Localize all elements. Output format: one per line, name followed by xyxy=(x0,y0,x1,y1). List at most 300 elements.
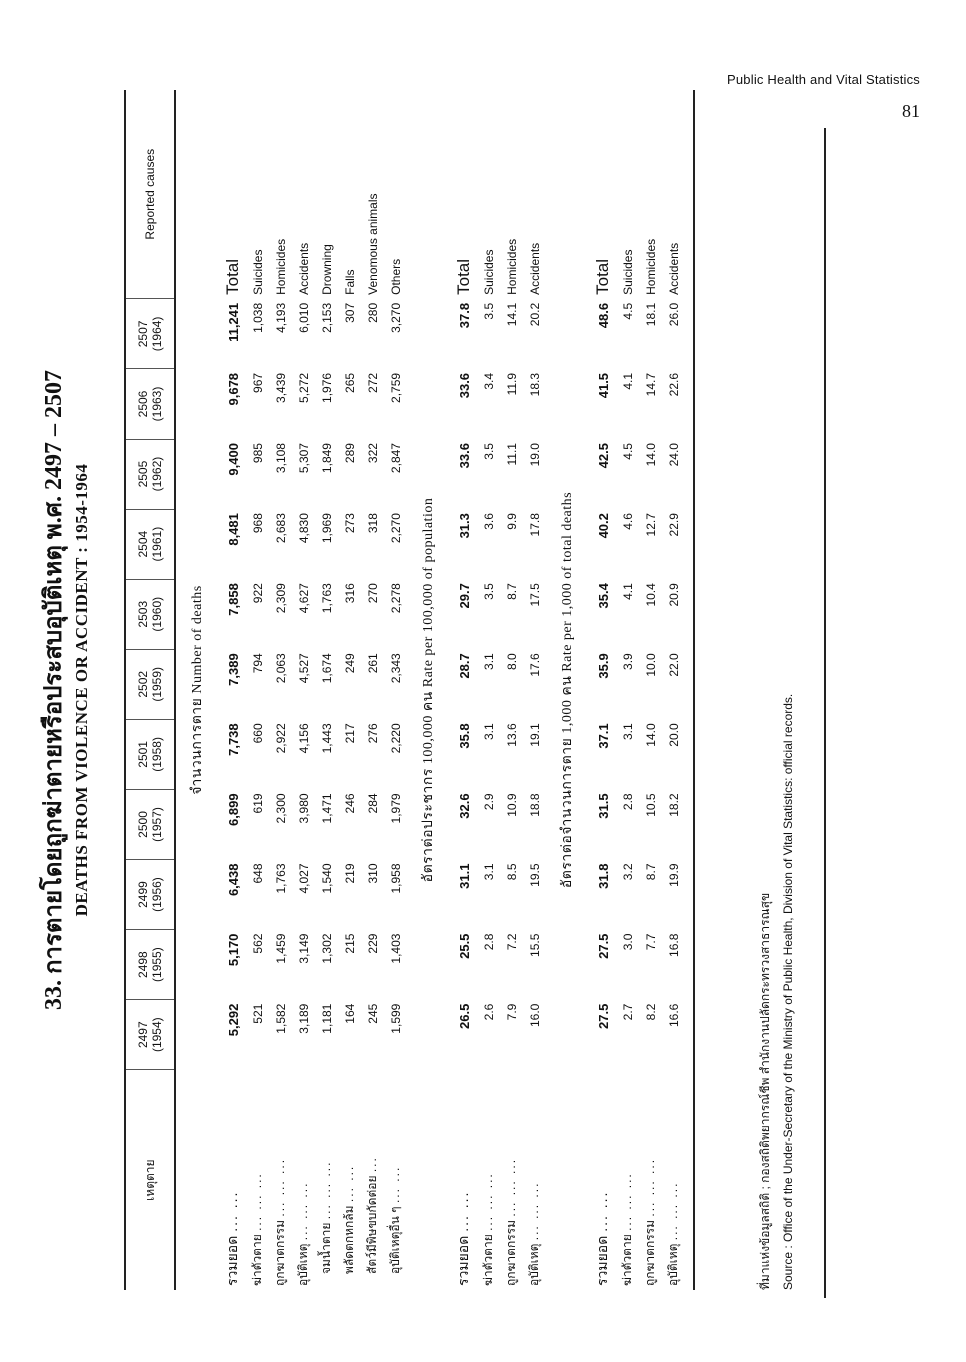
value-cell: 11.1 xyxy=(504,443,519,466)
value-cell: 8.7 xyxy=(504,583,519,600)
value-cell: 7.9 xyxy=(504,1003,519,1021)
value-cell: 2,683 xyxy=(273,513,288,544)
value-cell: 249 xyxy=(342,653,357,674)
row-label-thai xyxy=(214,1070,246,1290)
row-label-thai xyxy=(584,1070,616,1290)
value-cell: 2.8 xyxy=(481,933,496,951)
value-cell: 261 xyxy=(365,653,380,674)
value-cell: 562 xyxy=(250,933,265,954)
year-ce: (1963) xyxy=(150,386,164,422)
value-cell: 648 xyxy=(250,863,265,884)
year-be: 2504 xyxy=(136,530,150,558)
value-cell: 10.9 xyxy=(504,793,519,817)
section-heading: จำนวนการตาย Number of deaths xyxy=(190,585,205,795)
year-col-header xyxy=(125,930,175,1000)
leader-dots: ... ... xyxy=(224,1190,240,1232)
value-cell: 3,439 xyxy=(273,372,288,403)
value-cell: 3.9 xyxy=(620,653,635,670)
value-cell: 42.5 xyxy=(595,443,611,469)
value-cell: 7.2 xyxy=(504,933,519,951)
value-cell: 280 xyxy=(365,302,380,323)
value-cell: 26.0 xyxy=(662,299,694,369)
value-cell: 219 xyxy=(342,863,357,884)
value-cell: 1,582 xyxy=(273,1003,288,1034)
value-cell: 35.8 xyxy=(456,723,472,749)
value-cell: 26.5 xyxy=(456,1003,472,1029)
value-cell: 6,010 xyxy=(296,302,311,333)
year-be: 2501 xyxy=(136,741,150,768)
row-label-thai xyxy=(500,1070,523,1290)
value-cell: 1,443 xyxy=(319,723,334,754)
row-label-thai-text: รวมยอด xyxy=(224,1235,240,1286)
leader-dots: ... ... xyxy=(455,1190,471,1232)
value-cell: 1,976 xyxy=(319,372,334,403)
value-cell: 20.0 xyxy=(662,719,694,789)
value-cell: 7,858 xyxy=(225,583,241,616)
row-label-thai xyxy=(445,1070,477,1290)
value-cell: 284 xyxy=(365,793,380,814)
year-ce: (1961) xyxy=(150,526,164,562)
source-note xyxy=(756,90,801,1290)
year-col-header xyxy=(125,369,175,439)
value-cell: 2.7 xyxy=(620,1003,635,1021)
row-label-thai-text: รวมยอด xyxy=(594,1235,610,1286)
value-cell: 15.5 xyxy=(527,933,542,957)
year-ce: (1964) xyxy=(150,316,164,352)
value-cell: 22.6 xyxy=(662,369,694,439)
value-cell: 1,038 xyxy=(250,302,265,333)
value-cell: 37.1 xyxy=(595,723,611,749)
value-cell: 1,969 xyxy=(319,513,334,544)
row-label-thai-text: อุบัติเหตุ xyxy=(296,1243,310,1286)
value-cell: 17.5 xyxy=(527,583,542,607)
value-cell: 215 xyxy=(342,933,357,954)
value-cell: 4,627 xyxy=(296,583,311,614)
value-cell: 16.0 xyxy=(527,1003,542,1028)
value-cell: 968 xyxy=(250,513,265,534)
table-row xyxy=(246,90,269,1290)
value-cell: 985 xyxy=(250,443,265,464)
value-cell: 2,759 xyxy=(388,372,403,403)
row-label-english: Accidents xyxy=(527,242,542,295)
value-cell: 35.4 xyxy=(595,583,611,609)
value-cell: 4.5 xyxy=(620,302,635,320)
value-cell: 12.7 xyxy=(643,513,658,537)
value-cell: 322 xyxy=(365,443,380,464)
value-cell: 3.2 xyxy=(620,863,635,881)
leader-dots: ... ... xyxy=(594,1190,610,1232)
row-label-thai-text: อุบัติเหตุ xyxy=(527,1243,541,1286)
year-be: 2505 xyxy=(136,460,150,488)
value-cell: 5,307 xyxy=(296,443,311,474)
value-cell: 2,270 xyxy=(388,513,403,544)
row-label-thai-text: พลัดตกหกล้ม xyxy=(342,1205,356,1274)
value-cell: 3.1 xyxy=(620,723,635,741)
row-label-thai xyxy=(315,1070,338,1290)
value-cell: 2,278 xyxy=(388,583,403,614)
value-cell: 6,438 xyxy=(225,863,241,897)
value-cell: 2,153 xyxy=(319,302,334,333)
page-divider-line xyxy=(824,128,826,1298)
year-col-header xyxy=(125,649,175,719)
value-cell: 4.6 xyxy=(620,513,635,530)
row-label-thai xyxy=(338,1070,361,1290)
value-cell: 273 xyxy=(342,513,357,534)
value-cell: 37.8 xyxy=(456,302,472,329)
value-cell: 32.6 xyxy=(456,793,472,819)
page-number: 81 xyxy=(902,101,920,121)
value-cell: 17.6 xyxy=(527,653,542,677)
value-cell: 4.1 xyxy=(620,583,635,600)
row-label-english: Venomous animals xyxy=(365,193,380,295)
year-be: 2497 xyxy=(136,1021,150,1049)
row-label-thai-text: ถูกฆาตกรรม xyxy=(643,1219,657,1286)
value-cell: 14.1 xyxy=(504,302,519,327)
value-cell: 18.8 xyxy=(527,793,542,817)
value-cell: 20.2 xyxy=(527,302,542,327)
title-thai: 33. การตายโดยถูกฆ่าตายหรือประสบอุบัติเหตุ พ.ศ. 2497 – 2507 xyxy=(41,370,67,1010)
leader-dots: ... ... ... xyxy=(504,1157,518,1217)
value-cell: 5,170 xyxy=(225,933,241,967)
value-cell: 310 xyxy=(365,863,380,884)
value-cell: 660 xyxy=(250,723,265,744)
value-cell: 1,674 xyxy=(319,653,334,684)
value-cell: 3.0 xyxy=(620,933,635,951)
value-cell: 794 xyxy=(250,653,265,674)
value-cell: 8,481 xyxy=(225,513,241,546)
running-head: Public Health and Vital Statistics xyxy=(727,72,920,87)
value-cell: 14.0 xyxy=(643,443,658,467)
value-cell: 19.9 xyxy=(662,860,694,930)
value-cell: 16.8 xyxy=(662,930,694,1000)
value-cell: 8.2 xyxy=(643,1003,658,1021)
value-cell: 3.5 xyxy=(481,302,496,320)
leader-dots: ... ... ... xyxy=(666,1181,680,1241)
value-cell: 2,922 xyxy=(273,723,288,754)
row-label-thai xyxy=(477,1070,500,1290)
value-cell: 307 xyxy=(342,302,357,323)
value-cell: 1,849 xyxy=(319,443,334,474)
value-cell: 4.1 xyxy=(620,372,635,390)
row-label-thai-text: ถูกฆาตกรรม xyxy=(273,1219,287,1286)
table-row xyxy=(361,90,384,1290)
value-cell: 14.0 xyxy=(643,723,658,747)
row-label-english: Others xyxy=(388,258,403,295)
leader-dots: ... ... ... xyxy=(527,1181,541,1241)
row-label-english: Homicides xyxy=(643,238,658,295)
value-cell: 318 xyxy=(365,513,380,534)
row-label-thai xyxy=(523,1070,546,1290)
value-cell: 48.6 xyxy=(595,302,611,329)
row-label-thai xyxy=(384,1070,407,1290)
section-heading: อัตราต่อจำนวนการตาย 1,000 คน Rate per 1,000 of total deaths xyxy=(560,491,575,889)
table-row xyxy=(445,90,477,1290)
value-cell: 619 xyxy=(250,793,265,814)
row-label-thai xyxy=(662,1070,694,1290)
row-label-thai-text: ถูกฆาตกรรม xyxy=(504,1219,518,1286)
value-cell: 22.0 xyxy=(662,649,694,719)
leader-dots: ... ... ... xyxy=(273,1157,287,1217)
value-cell: 9.9 xyxy=(504,513,519,530)
leader-dots: ... ... ... xyxy=(250,1172,264,1231)
value-cell: 1,540 xyxy=(319,863,334,894)
table-row xyxy=(584,90,616,1290)
section-heading-row xyxy=(175,90,214,1290)
value-cell: 3.4 xyxy=(481,372,496,390)
row-label-english: Total xyxy=(223,258,242,295)
value-cell: 2.9 xyxy=(481,793,496,811)
table-row xyxy=(662,90,694,1290)
value-cell: 164 xyxy=(342,1003,357,1024)
value-cell: 11,241 xyxy=(225,302,241,342)
row-label-thai xyxy=(246,1070,269,1290)
value-cell: 4,027 xyxy=(296,863,311,894)
year-col-header xyxy=(125,509,175,579)
table-row xyxy=(616,90,639,1290)
leader-dots: ... ... ... xyxy=(620,1172,634,1231)
value-cell: 35.9 xyxy=(595,653,611,679)
year-ce: (1956) xyxy=(150,877,164,912)
value-cell: 3.6 xyxy=(481,513,496,530)
row-label-english: Suicides xyxy=(481,249,496,295)
table-row xyxy=(384,90,407,1290)
value-cell: 4,830 xyxy=(296,513,311,544)
value-cell: 8.7 xyxy=(643,863,658,881)
value-cell: 5,292 xyxy=(225,1003,241,1037)
value-cell: 1,302 xyxy=(319,933,334,964)
year-ce: (1960) xyxy=(150,596,164,632)
value-cell: 967 xyxy=(250,372,265,393)
value-cell: 1,403 xyxy=(388,933,403,964)
year-be: 2502 xyxy=(136,670,150,698)
row-label-english: Accidents xyxy=(662,90,694,299)
value-cell: 8.5 xyxy=(504,863,519,881)
row-label-thai-text: ฆ่าตัวตาย xyxy=(620,1234,634,1286)
table-row xyxy=(292,90,315,1290)
value-cell: 29.7 xyxy=(456,583,472,609)
value-cell: 33.6 xyxy=(456,372,472,399)
row-label-english: Homicides xyxy=(273,238,288,295)
value-cell: 4.5 xyxy=(620,443,635,460)
year-col-header xyxy=(125,719,175,789)
value-cell: 10.0 xyxy=(643,653,658,677)
value-cell: 3,108 xyxy=(273,443,288,474)
col-header-english: Reported causes xyxy=(125,90,175,299)
leader-dots: ... ... ... xyxy=(319,1160,333,1220)
year-be: 2506 xyxy=(136,390,150,418)
leader-dots: ... ... ... xyxy=(643,1157,657,1217)
row-label-english: Total xyxy=(454,258,473,295)
table-row xyxy=(523,90,546,1290)
value-cell: 2,847 xyxy=(388,443,403,474)
value-cell: 276 xyxy=(365,723,380,744)
value-cell: 10.4 xyxy=(643,583,658,607)
source-thai: ที่มาแห่งข้อมูลสถิติ ; กองสถิติพยากรณ์ชีพ สำนักงานปลัดกระทรวงสาธารณสุข xyxy=(758,892,772,1290)
value-cell: 20.9 xyxy=(662,579,694,649)
table-row xyxy=(639,90,662,1290)
value-cell: 289 xyxy=(342,443,357,464)
value-cell: 270 xyxy=(365,583,380,604)
value-cell: 217 xyxy=(342,723,357,744)
year-be: 2499 xyxy=(136,881,150,908)
value-cell: 3.1 xyxy=(481,723,496,741)
value-cell: 246 xyxy=(342,793,357,814)
value-cell: 16.6 xyxy=(662,1000,694,1070)
value-cell: 3,149 xyxy=(296,933,311,964)
value-cell: 2,309 xyxy=(273,583,288,614)
value-cell: 18.1 xyxy=(643,302,658,327)
value-cell: 272 xyxy=(365,372,380,393)
value-cell: 31.3 xyxy=(456,513,472,539)
value-cell: 41.5 xyxy=(595,372,611,399)
value-cell: 1,958 xyxy=(388,863,403,894)
section-heading-row xyxy=(546,90,584,1290)
value-cell: 8.0 xyxy=(504,653,519,670)
value-cell: 3.5 xyxy=(481,443,496,460)
row-label-english: Suicides xyxy=(620,249,635,295)
value-cell: 2.6 xyxy=(481,1003,496,1021)
value-cell: 2,063 xyxy=(273,653,288,684)
year-col-header xyxy=(125,1000,175,1070)
value-cell: 1,979 xyxy=(388,793,403,824)
table-row xyxy=(477,90,500,1290)
value-cell: 28.7 xyxy=(456,653,472,679)
value-cell: 229 xyxy=(365,933,380,954)
year-ce: (1954) xyxy=(150,1017,164,1053)
value-cell: 27.5 xyxy=(595,1003,611,1029)
year-col-header xyxy=(125,439,175,509)
table-row xyxy=(338,90,361,1290)
leader-dots: ... ... xyxy=(388,1165,402,1204)
value-cell: 33.6 xyxy=(456,443,472,469)
value-cell: 1,763 xyxy=(273,863,288,894)
year-col-header xyxy=(125,860,175,930)
year-col-header xyxy=(125,299,175,369)
value-cell: 13.6 xyxy=(504,723,519,747)
value-cell: 4,156 xyxy=(296,723,311,754)
row-label-english: Total xyxy=(593,258,612,295)
year-ce: (1959) xyxy=(150,666,164,702)
value-cell: 27.5 xyxy=(595,933,611,959)
value-cell: 19.5 xyxy=(527,863,542,887)
row-label-english: Drowning xyxy=(319,244,334,295)
value-cell: 22.9 xyxy=(662,509,694,579)
row-label-thai-text: รวมยอด xyxy=(455,1235,471,1286)
value-cell: 1,459 xyxy=(273,933,288,964)
year-ce: (1955) xyxy=(150,947,164,982)
value-cell: 9,400 xyxy=(225,443,241,476)
value-cell: 7,389 xyxy=(225,653,241,686)
row-label-thai xyxy=(361,1070,384,1290)
row-label-thai-text: อุบัติเหตุอื่น ๆ xyxy=(388,1206,402,1274)
row-label-thai xyxy=(292,1070,315,1290)
col-header-thai: เหตุตาย xyxy=(125,1070,175,1290)
value-cell: 24.0 xyxy=(662,439,694,509)
value-cell: 18.2 xyxy=(662,789,694,859)
row-label-thai-text: ฆ่าตัวตาย xyxy=(250,1234,264,1286)
value-cell: 1,763 xyxy=(319,583,334,614)
year-col-header xyxy=(125,579,175,649)
value-cell: 3,189 xyxy=(296,1003,311,1034)
row-label-english: Homicides xyxy=(504,238,519,295)
title-english: DEATHS FROM VIOLENCE OR ACCIDENT : 1954-1964 xyxy=(72,463,91,917)
value-cell: 4,193 xyxy=(273,302,288,333)
table-row xyxy=(214,90,246,1290)
value-cell: 31.8 xyxy=(595,863,611,889)
value-cell: 3.1 xyxy=(481,863,496,881)
value-cell: 6,899 xyxy=(225,793,241,826)
value-cell: 3,980 xyxy=(296,793,311,824)
value-cell: 18.3 xyxy=(527,372,542,397)
value-cell: 11.9 xyxy=(504,372,519,396)
value-cell: 7.7 xyxy=(643,933,658,951)
table-header-row xyxy=(125,90,175,1290)
value-cell: 922 xyxy=(250,583,265,604)
value-cell: 19.1 xyxy=(527,723,542,747)
value-cell: 1,181 xyxy=(319,1003,334,1034)
value-cell: 40.2 xyxy=(595,513,611,539)
row-label-thai-text: ฆ่าตัวตาย xyxy=(481,1234,495,1286)
value-cell: 3.5 xyxy=(481,583,496,600)
value-cell: 3,270 xyxy=(388,302,403,333)
value-cell: 5,272 xyxy=(296,372,311,403)
value-cell: 7,738 xyxy=(225,723,241,756)
value-cell: 31.1 xyxy=(456,863,472,889)
source-english: Source : Office of the Under-Secretary of the Ministry of Public Health, Division of Vital Statistics: official records. xyxy=(781,693,795,1290)
row-label-english: Accidents xyxy=(296,242,311,295)
year-ce: (1957) xyxy=(150,807,164,842)
value-cell: 9,678 xyxy=(225,372,241,406)
year-ce: (1962) xyxy=(150,456,164,492)
row-label-thai xyxy=(639,1070,662,1290)
value-cell: 19.0 xyxy=(527,443,542,467)
value-cell: 521 xyxy=(250,1003,265,1024)
table-row xyxy=(500,90,523,1290)
value-cell: 25.5 xyxy=(456,933,472,959)
section-heading-row xyxy=(407,90,445,1290)
year-ce: (1958) xyxy=(150,737,164,772)
value-cell: 2,300 xyxy=(273,793,288,824)
section-heading: อัตราต่อประชากร 100,000 คน Rate per 100,000 of population xyxy=(421,497,436,883)
leader-dots: ... ... ... xyxy=(296,1181,310,1241)
table-title xyxy=(40,90,92,1290)
leader-dots: ... xyxy=(365,1156,379,1173)
value-cell: 245 xyxy=(365,1003,380,1024)
table-row xyxy=(315,90,338,1290)
year-be: 2500 xyxy=(136,811,150,838)
value-cell: 14.7 xyxy=(643,372,658,397)
leader-dots: ... ... ... xyxy=(481,1172,495,1231)
row-label-thai-text: สัตว์มีพิษขบกัดต่อย xyxy=(365,1175,379,1274)
value-cell: 3.1 xyxy=(481,653,496,670)
year-col-header xyxy=(125,789,175,859)
value-cell: 31.5 xyxy=(595,793,611,819)
leader-dots: ... ... xyxy=(342,1164,356,1203)
value-cell: 2.8 xyxy=(620,793,635,811)
value-cell: 2,343 xyxy=(388,653,403,684)
year-be: 2503 xyxy=(136,600,150,628)
value-cell: 265 xyxy=(342,372,357,393)
value-cell: 1,471 xyxy=(319,793,334,824)
row-label-thai-text: อุบัติเหตุ xyxy=(666,1243,680,1286)
table-row xyxy=(269,90,292,1290)
row-label-thai xyxy=(269,1070,292,1290)
row-label-english: Suicides xyxy=(250,249,265,295)
row-label-thai xyxy=(616,1070,639,1290)
value-cell: 10.5 xyxy=(643,793,658,817)
value-cell: 4,527 xyxy=(296,653,311,684)
value-cell: 17.8 xyxy=(527,513,542,537)
